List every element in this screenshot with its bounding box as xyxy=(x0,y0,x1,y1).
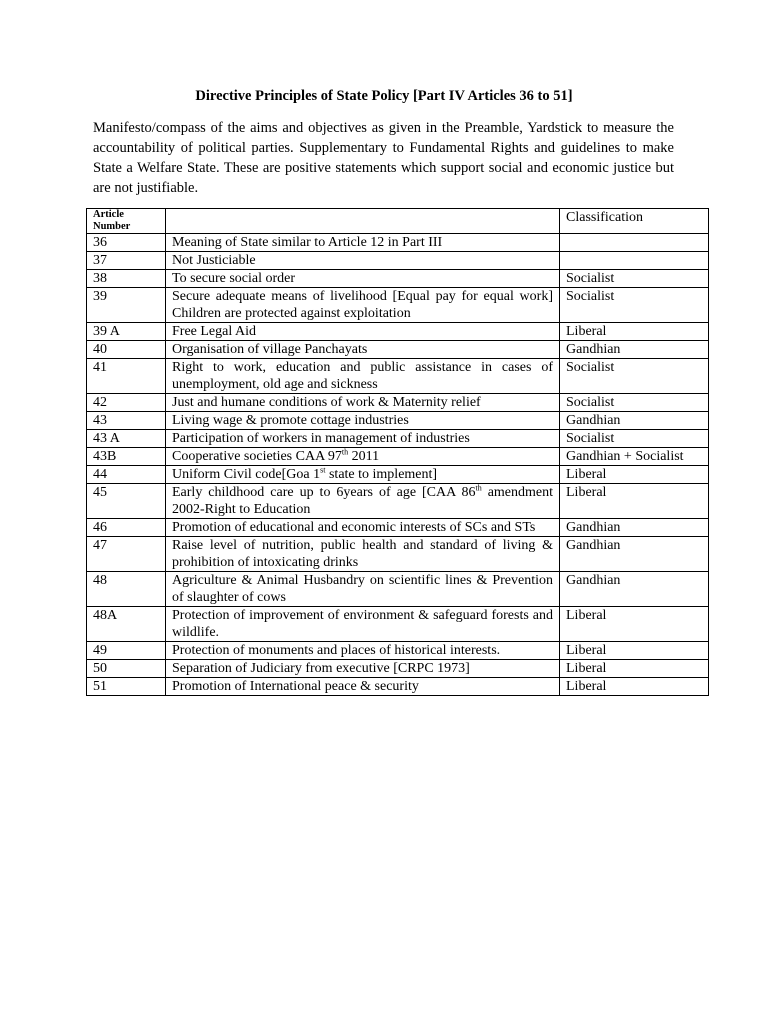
article-classification: Liberal xyxy=(560,484,709,519)
article-description: Organisation of village Panchayats xyxy=(166,341,560,359)
article-classification: Liberal xyxy=(560,466,709,484)
article-description: Not Justiciable xyxy=(166,252,560,270)
superscript: st xyxy=(320,465,326,475)
article-description: Promotion of International peace & security xyxy=(166,678,560,696)
article-number: 39 A xyxy=(87,323,166,341)
article-description: Agriculture & Animal Husbandry on scientific lines & Prevention of slaughter of cows xyxy=(166,572,560,607)
article-classification: Gandhian xyxy=(560,572,709,607)
article-description: Secure adequate means of livelihood [Equal pay for equal work] Children are protected against exploitation xyxy=(166,288,560,323)
article-classification: Liberal xyxy=(560,660,709,678)
table-row xyxy=(87,234,709,252)
table-row xyxy=(87,341,709,359)
article-description: Cooperative societies CAA 97th 2011 xyxy=(166,448,560,466)
article-classification: Gandhian xyxy=(560,341,709,359)
article-classification: Socialist xyxy=(560,359,709,394)
article-classification: Liberal xyxy=(560,607,709,642)
article-classification: Liberal xyxy=(560,323,709,341)
table-row xyxy=(87,412,709,430)
article-classification: Liberal xyxy=(560,642,709,660)
superscript: th xyxy=(475,483,482,493)
classification-header: Classification xyxy=(560,209,709,234)
article-description: Uniform Civil code[Goa 1st state to implement] xyxy=(166,466,560,484)
article-description: Promotion of educational and economic interests of SCs and STs xyxy=(166,519,560,537)
article-description: Living wage & promote cottage industries xyxy=(166,412,560,430)
page-title: Directive Principles of State Policy [Part IV Articles 36 to 51] xyxy=(195,88,573,104)
article-classification: Socialist xyxy=(560,430,709,448)
table-row xyxy=(87,678,709,696)
article-classification xyxy=(560,252,709,270)
article-classification: Socialist xyxy=(560,288,709,323)
article-description: Free Legal Aid xyxy=(166,323,560,341)
article-number-header: Article Number xyxy=(87,209,166,234)
article-number: 38 xyxy=(87,270,166,288)
description-header xyxy=(166,209,560,234)
table-row xyxy=(87,484,709,519)
article-number: 43 xyxy=(87,412,166,430)
article-description: Raise level of nutrition, public health and standard of living & prohibition of intoxicating drinks xyxy=(166,537,560,572)
article-description: Right to work, education and public assistance in cases of unemployment, old age and sickness xyxy=(166,359,560,394)
table-row xyxy=(87,270,709,288)
article-description: Separation of Judiciary from executive [CRPC 1973] xyxy=(166,660,560,678)
table-row xyxy=(87,642,709,660)
article-description: Just and humane conditions of work & Maternity relief xyxy=(166,394,560,412)
articles-table xyxy=(86,208,709,696)
article-number: 39 xyxy=(87,288,166,323)
table-row xyxy=(87,430,709,448)
article-classification: Gandhian xyxy=(560,519,709,537)
article-number: 37 xyxy=(87,252,166,270)
table-row xyxy=(87,252,709,270)
article-number: 48A xyxy=(87,607,166,642)
article-description: Protection of improvement of environment & safeguard forests and wildlife. xyxy=(166,607,560,642)
table-row xyxy=(87,607,709,642)
article-description: To secure social order xyxy=(166,270,560,288)
article-number: 47 xyxy=(87,537,166,572)
article-classification: Socialist xyxy=(560,394,709,412)
article-number: 44 xyxy=(87,466,166,484)
table-row xyxy=(87,572,709,607)
table-row xyxy=(87,448,709,466)
article-number: 50 xyxy=(87,660,166,678)
article-description: Early childhood care up to 6years of age [CAA 86th amendment 2002-Right to Education xyxy=(166,484,560,519)
article-classification: Liberal xyxy=(560,678,709,696)
article-number: 45 xyxy=(87,484,166,519)
article-classification: Gandhian + Socialist xyxy=(560,448,709,466)
table-header-row xyxy=(87,209,709,234)
table-row xyxy=(87,288,709,323)
article-number: 46 xyxy=(87,519,166,537)
article-classification: Socialist xyxy=(560,270,709,288)
table-row xyxy=(87,323,709,341)
article-description: Protection of monuments and places of historical interests. xyxy=(166,642,560,660)
table-row xyxy=(87,359,709,394)
superscript: th xyxy=(341,447,349,457)
article-number: 36 xyxy=(87,234,166,252)
table-row xyxy=(87,537,709,572)
article-classification: Gandhian xyxy=(560,412,709,430)
article-number: 49 xyxy=(87,642,166,660)
article-classification: Gandhian xyxy=(560,537,709,572)
article-description: Participation of workers in management of industries xyxy=(166,430,560,448)
table-row xyxy=(87,466,709,484)
table-row xyxy=(87,660,709,678)
article-number: 51 xyxy=(87,678,166,696)
article-number: 43B xyxy=(87,448,166,466)
article-number: 48 xyxy=(87,572,166,607)
table-row xyxy=(87,394,709,412)
intro-paragraph: Manifesto/compass of the aims and objectives as given in the Preamble, Yardstick to measure the accountability of political parties. Supplementary to Fundamental Rights and guidelines to make State a Welfare State. These are positive statements which support social and economic justice but are not justifiable. xyxy=(93,120,674,196)
article-number: 42 xyxy=(87,394,166,412)
table-row xyxy=(87,519,709,537)
article-number: 41 xyxy=(87,359,166,394)
article-classification xyxy=(560,234,709,252)
article-number: 43 A xyxy=(87,430,166,448)
article-description: Meaning of State similar to Article 12 in Part III xyxy=(166,234,560,252)
article-number: 40 xyxy=(87,341,166,359)
